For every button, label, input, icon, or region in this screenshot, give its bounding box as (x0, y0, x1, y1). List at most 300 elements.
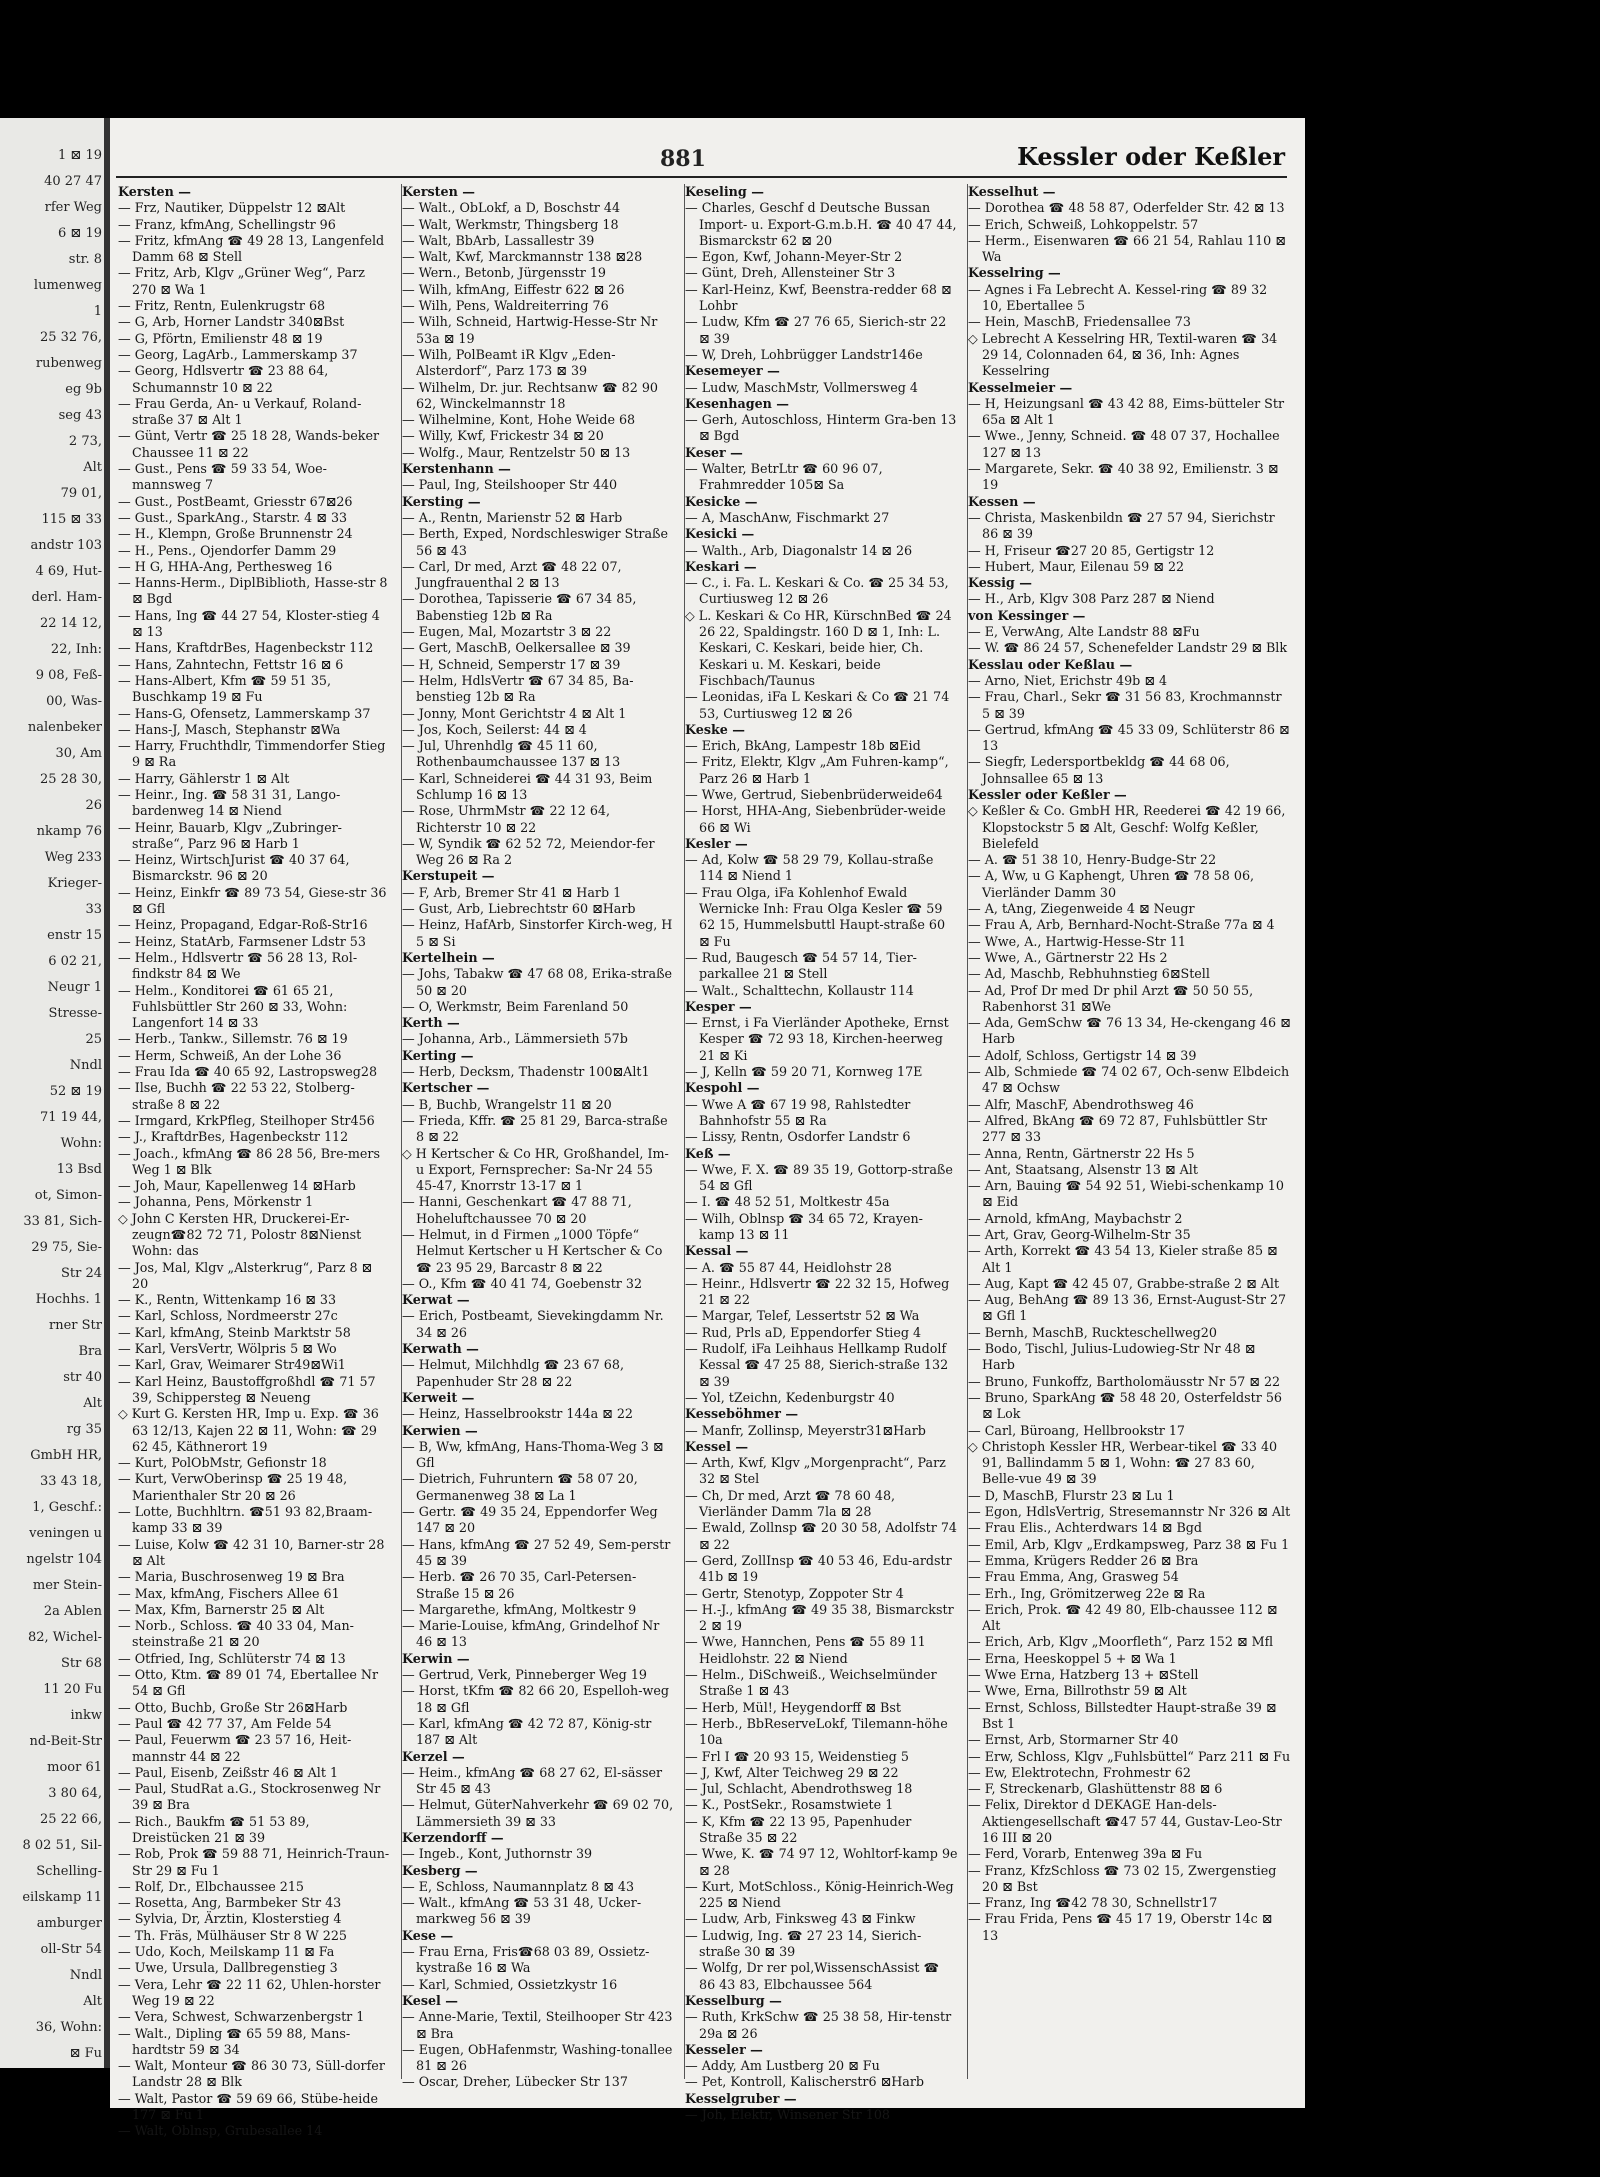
facing-page-text: GmbH HR, (30, 1448, 102, 1463)
surname-heading: Keske — (685, 721, 745, 737)
directory-entry: — G, Arb, Horner Landstr 340⊠Bst (118, 314, 345, 330)
directory-entry: — Ad, Maschb, Rebhuhnstieg 6⊠Stell (968, 966, 1210, 982)
facing-page-text: 25 (85, 1032, 102, 1047)
directory-entry: — Paul, StudRat a.G., Stockrosenweg Nr 39 ⊠ Bra (118, 1781, 381, 1813)
directory-entry: — Rose, UhrmMstr ☎ 22 12 64, Richterstr 10 ⊠ 22 (402, 803, 611, 835)
surname-heading: von Kessinger — (968, 607, 1086, 623)
facing-page-text: str 40 (63, 1370, 102, 1385)
directory-entry: — Frau Olga, iFa Kohlenhof Ewald Wernicke Inh: Frau Olga Kesler ☎ 59 62 15, Hummelsbuttl Haupt-straße 60 ⊠ Fu (685, 884, 946, 949)
directory-entry: — Walt, Kwf, Marckmannstr 138 ⊠28 (402, 249, 643, 265)
directory-entry: — W, Dreh, Lohbrügger Landstr146e (685, 346, 923, 362)
facing-page-text: Krieger- (47, 876, 102, 891)
directory-entry: — Ludw, Arb, Finksweg 43 ⊠ Finkw (685, 1911, 916, 1927)
directory-entry: — Ludw, MaschMstr, Vollmersweg 4 (685, 379, 918, 395)
directory-entry: — Fritz, kfmAng ☎ 49 28 13, Langenfeld Damm 68 ⊠ Stell (118, 232, 385, 265)
surname-heading: Kessen — (968, 493, 1036, 509)
directory-entry: — Heinz, HafArb, Sinstorfer Kirch-weg, H 5 ⊠ Si (402, 917, 673, 949)
directory-entry: — Karl, Grav, Weimarer Str49⊠Wi1 (118, 1357, 346, 1373)
facing-page-text: moor 61 (47, 1760, 102, 1775)
facing-page-text: 71 19 44, (39, 1110, 102, 1125)
directory-entry: — H., Arb, Klgv 308 Parz 287 ⊠ Niend (968, 591, 1215, 607)
directory-entry: — Arth, Korrekt ☎ 43 54 13, Kieler straße 85 ⊠ Alt 1 (968, 1243, 1278, 1275)
directory-entry: ◇ Christoph Kessler HR, Werbear-tikel ☎ 33 40 91, Ballindamm 5 ⊠ 1, Wohn: ☎ 27 83 60, Belle-vue 49 ⊠ 39 (968, 1438, 1278, 1487)
facing-page-text: 00, Was- (46, 694, 102, 709)
directory-entry: — Hanni, Geschenkart ☎ 47 88 71, Hoheluftchaussee 70 ⊠ 20 (402, 1194, 632, 1226)
directory-entry: — Helmut, in d Firmen „1000 Töpfe“ Helmut Kertscher u H Kertscher & Co ☎ 23 95 29, Barcastr 8 ⊠ 22 (402, 1227, 663, 1275)
directory-entry: — Art, Grav, Georg-Wilhelm-Str 35 (968, 1227, 1191, 1242)
facing-page-text: oll-Str 54 (40, 1942, 102, 1957)
directory-entry: — Wilhelm, Dr. jur. Rechtsanw ☎ 82 90 62, Winckelmannstr 18 (402, 379, 658, 411)
directory-entry: — Anna, Rentn, Gärtnerstr 22 Hs 5 (968, 1145, 1195, 1161)
facing-page-text: eg 9b (65, 382, 102, 397)
surname-heading: Keskari — (685, 558, 757, 574)
directory-entry: — B, Ww, kfmAng, Hans-Thoma-Weg 3 ⊠ Gfl (402, 1438, 664, 1471)
directory-entry: ◇ John C Kersten HR, Druckerei-Er-zeugn☎82 72 71, Polostr 8⊠Nienst Wohn: das (118, 1210, 362, 1259)
directory-entry: — Walt, Oblnsp, Grubesallee 14 (118, 2123, 323, 2139)
directory-entry: — J, Kwf, Alter Teichweg 29 ⊠ 22 (685, 1764, 899, 1780)
directory-entry: — Hans, Zahntechn, Fettstr 16 ⊠ 6 (118, 656, 344, 672)
surname-heading: Kesselburg — (685, 1992, 782, 2008)
directory-entry: — Vera, Schwest, Schwarzenbergstr 1 (118, 2009, 365, 2025)
facing-page-text: 8 02 51, Sil- (22, 1838, 102, 1853)
column-2 (401, 184, 677, 2090)
facing-page-text: andstr 103 (30, 538, 102, 553)
directory-entry: — Bruno, SparkAng ☎ 58 48 20, Osterfeldstr 56 ⊠ Lok (968, 1389, 1282, 1422)
column-1 (118, 184, 393, 2139)
facing-page-text: Schelling- (36, 1864, 102, 1879)
directory-entry: — Rolf, Dr., Elbchaussee 215 (118, 1878, 304, 1894)
directory-entry: — Otto, Buchb, Große Str 26⊠Harb (118, 1699, 348, 1715)
directory-entry: — Erw, Schloss, Klgv „Fuhlsbüttel“ Parz 211 ⊠ Fu (968, 1748, 1291, 1764)
directory-entry: — J, Kelln ☎ 59 20 71, Kornweg 17E (685, 1064, 923, 1080)
directory-entry: — Aug, Kapt ☎ 42 45 07, Grabbe-straße 2 ⊠ Alt (968, 1275, 1280, 1291)
facing-page-text: Weg 233 (44, 850, 102, 865)
facing-page-text: Alt (83, 460, 102, 475)
directory-entry: — H, Heizungsanl ☎ 43 42 88, Eims-bütteler Str 65a ⊠ Alt 1 (968, 395, 1285, 428)
facing-page-text: 79 01, (60, 486, 102, 501)
directory-entry: — Luise, Kolw ☎ 42 31 10, Barner-str 28 ⊠ Alt (118, 1536, 385, 1568)
directory-entry: — Dorothea, Tapisserie ☎ 67 34 85, Babenstieg 12b ⊠ Ra (402, 591, 637, 623)
directory-entry: — Wolfg, Dr rer pol,WissenschAssist ☎ 86 43 83, Elbchaussee 564 (685, 1960, 940, 1992)
directory-entry: — Franz, Ing ☎42 78 30, Schnellstr17 (968, 1895, 1218, 1911)
directory-entry: — Hans-G, Ofensetz, Lammerskamp 37 (118, 705, 371, 721)
directory-entry: — Walt, Werkmstr, Thingsberg 18 (402, 216, 619, 232)
directory-entry: — Jos, Mal, Klgv „Alsterkrug“, Parz 8 ⊠ 20 (118, 1259, 373, 1291)
directory-entry: — O, Werkmstr, Beim Farenland 50 (402, 998, 629, 1014)
directory-entry: — Gust., PostBeamt, Griesstr 67⊠26 (118, 493, 353, 509)
directory-entry: — Wilhelmine, Kont, Hohe Weide 68 (402, 412, 636, 428)
directory-entry: — Karl, kfmAng, Steinb Marktstr 58 (118, 1324, 351, 1340)
header-rule (116, 176, 1287, 178)
directory-entry: — H., Pens., Ojendorfer Damm 29 (118, 542, 337, 558)
directory-entry: — Wwe Erna, Hatzberg 13 + ⊠Stell (968, 1667, 1199, 1683)
directory-entry: — Herm, Schweiß, An der Lohe 36 (118, 1047, 342, 1063)
facing-page-text: 1 (93, 304, 102, 319)
surname-heading: Kertelhein — (402, 949, 495, 965)
directory-entry: — Walt, Monteur ☎ 86 30 73, Süll-dorfer Landstr 28 ⊠ Blk (118, 2058, 385, 2090)
directory-entry: — Eugen, ObHafenmstr, Washing-tonallee 81 ⊠ 26 (402, 2041, 673, 2074)
directory-entry: — Wwe A ☎ 67 19 98, Rahlstedter Bahnhofstr 55 ⊠ Ra (685, 1096, 911, 1128)
facing-page-text: ngelstr 104 (26, 1552, 102, 1567)
facing-page-text: amburger (36, 1916, 102, 1931)
directory-entry: — Helmut, GüterNahverkehr ☎ 69 02 70, Lämmersieth 39 ⊠ 33 (402, 1797, 674, 1829)
directory-entry: — Wilh, Pens, Waldreiterring 76 (402, 298, 609, 314)
directory-entry: — Gust., SparkAng., Starstr. 4 ⊠ 33 (118, 509, 348, 525)
facing-page-text: Bra (78, 1344, 102, 1359)
facing-page-text: Hochhs. 1 (35, 1292, 102, 1307)
facing-page-text: Alt (83, 1396, 102, 1411)
directory-entry: — K, Kfm ☎ 22 13 95, Papenhuder Straße 35 ⊠ 22 (685, 1813, 912, 1845)
directory-entry: — Gerd, ZollInsp ☎ 40 53 46, Edu-ardstr 41b ⊠ 19 (685, 1552, 952, 1585)
directory-entry: — Erich, Postbeamt, Sievekingdamm Nr. 34 ⊠ 26 (402, 1308, 664, 1340)
directory-entry: — Gust., Pens ☎ 59 33 54, Woe-mannsweg 7 (118, 461, 327, 493)
surname-heading: Keser — (685, 444, 743, 460)
directory-entry: — Leonidas, iFa L Keskari & Co ☎ 21 74 53, Curtiusweg 12 ⊠ 26 (685, 689, 950, 721)
directory-entry: — Karl, Schloss, Nordmeerstr 27c (118, 1308, 338, 1324)
directory-entry: — Ant, Staatsang, Alsenstr 13 ⊠ Alt (968, 1161, 1198, 1177)
directory-entry: — Ludwig, Ing. ☎ 27 23 14, Sierich-straße 30 ⊠ 39 (685, 1927, 922, 1960)
facing-page-text: 33 (85, 902, 102, 917)
directory-entry: — Ewald, Zollnsp ☎ 20 30 58, Adolfstr 74 ⊠ 22 (685, 1520, 957, 1552)
directory-entry: — Margarete, Sekr. ☎ 40 38 92, Emilienstr. 3 ⊠ 19 (968, 461, 1279, 493)
directory-entry: — Karl Heinz, Baustoffgroßhdl ☎ 71 57 39, Schippersteg ⊠ Neueng (118, 1373, 376, 1405)
directory-entry: — O., Kfm ☎ 40 41 74, Goebenstr 32 (402, 1275, 643, 1291)
directory-entry: — Walt., Dipling ☎ 65 59 88, Mans-hardtstr 59 ⊠ 34 (118, 2025, 351, 2057)
facing-page-text: Wohn: (60, 1136, 102, 1151)
directory-entry: — F, Arb, Bremer Str 41 ⊠ Harb 1 (402, 884, 622, 900)
directory-entry: — Frau Frida, Pens ☎ 45 17 19, Oberstr 14c ⊠ 13 (968, 1911, 1273, 1943)
facing-page-text: 1, Geschf.: (32, 1500, 102, 1515)
directory-entry: — Emil, Arb, Klgv „Erdkampsweg, Parz 38 ⊠ Fu 1 (968, 1536, 1290, 1552)
directory-entry: — Walt, BbArb, Lassallestr 39 (402, 232, 595, 248)
facing-page-text: nd-Beit-Str (29, 1734, 102, 1749)
directory-entry: — Arn, Bauing ☎ 54 92 51, Wiebi-schenkamp 10 ⊠ Eid (968, 1178, 1284, 1210)
directory-entry: — Jos, Koch, Seilerst: 44 ⊠ 4 (402, 721, 587, 737)
directory-entry: — Heim., kfmAng ☎ 68 27 62, El-sässer Str 45 ⊠ 43 (402, 1764, 663, 1797)
facing-page-text: seg 43 (58, 408, 102, 423)
directory-entry: — Frau, Charl., Sekr ☎ 31 56 83, Krochmannstr 5 ⊠ 39 (968, 689, 1282, 721)
directory-entry: — Walt., Schalttechn, Kollaustr 114 (685, 982, 914, 998)
directory-entry: — Helm., DiSchweiß., Weichselmünder Straße 1 ⊠ 43 (685, 1667, 937, 1699)
surname-heading: Kessal — (685, 1243, 749, 1259)
directory-entry: — Wwe, Hannchen, Pens ☎ 55 89 11 Heidlohstr. 22 ⊠ Niend (685, 1634, 926, 1666)
directory-entry: — Erich, Arb, Klgv „Moorfleth“, Parz 152 ⊠ Mfl (968, 1634, 1274, 1650)
directory-entry: — Frz, Nautiker, Düppelstr 12 ⊠Alt (118, 200, 346, 216)
directory-entry: — Agnes i Fa Lebrecht A. Kessel-ring ☎ 89 32 10, Ebertallee 5 (968, 281, 1268, 314)
directory-entry: — Willy, Kwf, Frickestr 34 ⊠ 20 (402, 428, 604, 444)
surname-heading: Kerstenhann — (402, 461, 511, 477)
surname-heading: Kespohl — (685, 1080, 760, 1096)
directory-entry: — Heinz, Einkfr ☎ 89 73 54, Giese-str 36 ⊠ Gfl (118, 884, 387, 917)
directory-entry: — Wwe., Jenny, Schneid. ☎ 48 07 37, Hochallee 127 ⊠ 13 (968, 428, 1280, 460)
page-number: 881 (660, 146, 706, 172)
directory-entry: — Ernst, Arb, Stormarner Str 40 (968, 1732, 1179, 1748)
directory-entry: — Heinz, Hasselbrookstr 144a ⊠ 22 (402, 1406, 633, 1422)
facing-page-text: 25 28 30, (39, 772, 102, 787)
facing-page-text: 2 73, (68, 434, 102, 449)
facing-page-text: 4 69, Hut- (35, 564, 102, 579)
facing-page-text: 11 20 Fu (43, 1682, 102, 1697)
directory-entry: — Franz, KfzSchloss ☎ 73 02 15, Zwergenstieg 20 ⊠ Bst (968, 1862, 1277, 1894)
facing-page-text: ⊠ Fu (69, 2046, 102, 2061)
directory-entry: — Horst, HHA-Ang, Siebenbrüder-weide 66 ⊠ Wi (685, 803, 946, 835)
surname-heading: Kerth — (402, 1015, 460, 1031)
directory-entry: — Gerh, Autoschloss, Hinterm Gra-ben 13 ⊠ Bgd (685, 412, 957, 444)
directory-entry: — Joach., kfmAng ☎ 86 28 56, Bre-mers Weg 1 ⊠ Blk (118, 1145, 380, 1177)
directory-entry: — Rosetta, Ang, Barmbeker Str 43 (118, 1895, 342, 1911)
facing-page-text: mer Stein- (32, 1578, 102, 1593)
directory-entry: — Helm., Hdlsvertr ☎ 56 28 13, Rol-findkstr 84 ⊠ We (118, 949, 358, 982)
surname-heading: Kesslau oder Keßlau — (968, 656, 1133, 672)
directory-entry: — Lissy, Rentn, Osdorfer Landstr 6 (685, 1129, 911, 1145)
facing-page-text: nkamp 76 (36, 824, 102, 839)
surname-heading: Kesselhut — (968, 184, 1056, 199)
surname-heading: Kesselgruber — (685, 2090, 797, 2106)
directory-entry: — A. ☎ 55 87 44, Heidlohstr 28 (685, 1259, 892, 1275)
facing-page-text: enstr 15 (47, 928, 102, 943)
directory-entry: — Eugen, Mal, Mozartstr 3 ⊠ 22 (402, 624, 612, 640)
surname-heading: Kerstupeit — (402, 868, 495, 884)
directory-entry: — K., Rentn, Wittenkamp 16 ⊠ 33 (118, 1292, 337, 1308)
surname-heading: Kessel — (685, 1438, 749, 1454)
directory-entry: — Paul ☎ 42 77 37, Am Felde 54 (118, 1715, 332, 1731)
directory-entry: — Karl, Schneiderei ☎ 44 31 93, Beim Schlump 16 ⊠ 13 (402, 770, 653, 802)
surname-heading: Kesel — (402, 1992, 458, 2008)
facing-page-text: lumenweg (33, 278, 102, 293)
directory-entry: — Dietrich, Fuhruntern ☎ 58 07 20, Germanenweg 38 ⊠ La 1 (402, 1471, 638, 1503)
surname-heading: Kerwath — (402, 1341, 479, 1357)
directory-entry: — Herb, Mül!, Heygendorff ⊠ Bst (685, 1699, 901, 1715)
surname-heading: Kesselmeier — (968, 379, 1073, 395)
facing-page-text: inkw (70, 1708, 102, 1723)
directory-entry: — F, Streckenarb, Glashüttenstr 88 ⊠ 6 (968, 1781, 1223, 1797)
directory-entry: — Erich, BkAng, Lampestr 18b ⊠Eid (685, 738, 921, 754)
facing-page-text: rg 35 (66, 1422, 102, 1437)
running-head: Kessler oder Keßler (1017, 142, 1285, 171)
directory-entry: — Hans-Albert, Kfm ☎ 59 51 35, Buschkamp 19 ⊠ Fu (118, 672, 332, 705)
directory-entry: — Ad, Kolw ☎ 58 29 79, Kollau-straße 114 ⊠ Niend 1 (685, 852, 934, 884)
directory-entry: — Th. Fräs, Mülhäuser Str 8 W 225 (118, 1927, 347, 1943)
facing-page-text: 25 22 66, (39, 1812, 102, 1827)
facing-page-text: 6 ⊠ 19 (58, 226, 102, 241)
directory-entry: — Ilse, Buchh ☎ 22 53 22, Stolberg-straße 8 ⊠ 22 (118, 1080, 355, 1112)
directory-entry: ◇ Kurt G. Kersten HR, Imp u. Exp. ☎ 36 63 12/13, Kajen 22 ⊠ 11, Wohn: ☎ 29 62 45, Käthnerort 19 (118, 1406, 379, 1454)
directory-entry: — Arnold, kfmAng, Maybachstr 2 (968, 1210, 1183, 1226)
directory-entry: — Heinr., Hdlsvertr ☎ 22 32 15, Hofweg 21 ⊠ 22 (685, 1275, 950, 1308)
directory-entry: — Joh, Maur, Kapellenweg 14 ⊠Harb (118, 1178, 356, 1194)
directory-entry: — H.-J., kfmAng ☎ 49 35 38, Bismarckstr 2 ⊠ 19 (685, 1601, 954, 1634)
directory-entry: — Wilh, Schneid, Hartwig-Hesse-Str Nr 53a ⊠ 19 (402, 314, 658, 346)
surname-heading: Kerwat — (402, 1292, 470, 1308)
facing-page-text: Str 24 (60, 1266, 102, 1281)
directory-entry: — Maria, Buschrosenweg 19 ⊠ Bra (118, 1569, 345, 1585)
directory-entry: — Aug, BehAng ☎ 89 13 36, Ernst-August-Str 27 ⊠ Gfl 1 (968, 1292, 1287, 1324)
directory-entry: — Ruth, KrkSchw ☎ 25 38 58, Hir-tenstr 29a ⊠ 26 (685, 2009, 952, 2041)
directory-entry: — Heinz, WirtschJurist ☎ 40 37 64, Bismarckstr. 96 ⊠ 20 (118, 852, 350, 884)
directory-entry: — Margar, Telef, Lessertstr 52 ⊠ Wa (685, 1308, 920, 1324)
directory-entry: — Manfr, Zollinsp, Meyerstr31⊠Harb (685, 1422, 926, 1438)
column-3 (684, 184, 960, 2123)
directory-entry: — A, tAng, Ziegenweide 4 ⊠ Neugr (968, 901, 1195, 917)
directory-entry: — Frau Emma, Ang, Grasweg 54 (968, 1569, 1179, 1585)
facing-page-text: 33 43 18, (39, 1474, 102, 1489)
directory-entry: ◇ L. Keskari & Co HR, KürschnBed ☎ 24 26 22, Spaldingstr. 160 D ⊠ 1, Inh: L. Keskari, C. Keskari, beide hier, Ch. Keskari u. M. Keskari, beide Fischbach/Taunus (685, 607, 952, 688)
directory-entry: — Alfred, BkAng ☎ 69 72 87, Fuhlsbüttler Str 277 ⊠ 33 (968, 1112, 1268, 1145)
facing-page-text: str. 8 (68, 252, 102, 267)
directory-entry: — Günt, Vertr ☎ 25 18 28, Wands-beker Chaussee 11 ⊠ 22 (118, 428, 380, 460)
directory-entry: — E, Schloss, Naumannplatz 8 ⊠ 43 (402, 1878, 635, 1894)
directory-entry: — Gertr. ☎ 49 35 24, Eppendorfer Weg 147 ⊠ 20 (402, 1504, 658, 1536)
directory-entry: — Wilh, Oblnsp ☎ 34 65 72, Krayen-kamp 13 ⊠ 11 (685, 1210, 923, 1242)
directory-entry: — Rud, Baugesch ☎ 54 57 14, Tier-parkallee 21 ⊠ Stell (685, 949, 917, 982)
facing-page-text: Str 68 (60, 1656, 102, 1671)
surname-heading: Kese — (402, 1927, 454, 1943)
directory-entry: — K., PostSekr., Rosamstwiete 1 (685, 1797, 894, 1813)
directory-entry: — Ew, Elektrotechn, Frohmestr 62 (968, 1764, 1191, 1780)
directory-entry: — Oscar, Dreher, Lübecker Str 137 (402, 2074, 628, 2090)
directory-entry: — W, Syndik ☎ 62 52 72, Meiendor-fer Weg 26 ⊠ Ra 2 (402, 835, 655, 868)
directory-entry: — Johanna, Pens, Mörkenstr 1 (118, 1194, 314, 1210)
directory-entry: — Wwe, Gertrud, Siebenbrüderweide64 (685, 786, 943, 802)
directory-entry: — Kurt, PolObMstr, Gefionstr 18 (118, 1455, 327, 1471)
surname-heading: Kerweit — (402, 1389, 475, 1405)
directory-entry: — Fritz, Elektr, Klgv „Am Fuhren-kamp“, Parz 26 ⊠ Harb 1 (685, 754, 949, 786)
directory-entry: — Wwe, A., Hartwig-Hesse-Str 11 (968, 933, 1186, 949)
surname-heading: Kesicki — (685, 526, 755, 542)
directory-entry: — Ad, Prof Dr med Dr phil Arzt ☎ 50 50 55, Rabenhorst 31 ⊠We (968, 982, 1254, 1014)
directory-entry: — Erich, Prok. ☎ 42 49 80, Elb-chaussee 112 ⊠ Alt (968, 1601, 1278, 1634)
directory-entry: — Frau A, Arb, Bernhard-Nocht-Straße 77a ⊠ 4 (968, 917, 1275, 933)
directory-entry: — Frau Elis., Achterdwars 14 ⊠ Bgd (968, 1520, 1203, 1536)
directory-entry: — Ferd, Vorarb, Entenweg 39a ⊠ Fu (968, 1846, 1203, 1862)
directory-entry: — Carl, Dr med, Arzt ☎ 48 22 07, Jungfrauenthal 2 ⊠ 13 (402, 558, 622, 591)
surname-heading: Kerting — (402, 1047, 474, 1063)
directory-entry: — Ludw, Kfm ☎ 27 76 65, Sierich-str 22 ⊠ 39 (685, 314, 947, 346)
directory-entry: — A, Ww, u G Kaphengt, Uhren ☎ 78 58 06, Vierländer Damm 30 (968, 868, 1255, 900)
directory-entry: — Frl I ☎ 20 93 15, Weidenstieg 5 (685, 1748, 909, 1764)
directory-entry: — Hans, kfmAng ☎ 27 52 49, Sem-perstr 45 ⊠ 39 (402, 1536, 671, 1568)
directory-entry: — Wolfg., Maur, Rentzelstr 50 ⊠ 13 (402, 444, 631, 460)
facing-page-text: 30, Am (55, 746, 102, 761)
directory-entry: — Arth, Kwf, Klgv „Morgenpracht“, Parz 32 ⊠ Stel (685, 1455, 946, 1487)
facing-page-text: 25 32 76, (39, 330, 102, 345)
directory-entry: — J., KraftdrBes, Hagenbeckstr 112 (118, 1129, 349, 1145)
facing-page-text: Nndl (69, 1968, 102, 1983)
directory-entry: — Paul, Ing, Steilshooper Str 440 (402, 477, 618, 493)
directory-entry: — Harry, Gählerstr 1 ⊠ Alt (118, 770, 290, 786)
directory-entry: — Karl, kfmAng ☎ 42 72 87, König-str 187 ⊠ Alt (402, 1715, 652, 1748)
directory-entry: — Gert, MaschB, Oelkersallee ⊠ 39 (402, 640, 631, 656)
directory-entry: — Jul, Schlacht, Abendrothsweg 18 (685, 1781, 913, 1797)
facing-page-text: 13 Bsd (56, 1162, 102, 1177)
directory-entry: — Johanna, Arb., Lämmersieth 57b (402, 1031, 628, 1047)
surname-heading: Kesenhagen — (685, 395, 789, 411)
directory-entry: — E, VerwAng, Alte Landstr 88 ⊠Fu (968, 624, 1200, 640)
directory-entry: — Dorothea ☎ 48 58 87, Oderfelder Str. 42 ⊠ 13 (968, 200, 1285, 216)
directory-entry: — Sylvia, Dr, Ärztin, Klosterstieg 4 (118, 1911, 342, 1927)
facing-page-text: 3 80 64, (48, 1786, 102, 1801)
directory-entry: — Kurt, VerwOberinsp ☎ 25 19 48, Marienthaler Str 20 ⊠ 26 (118, 1471, 348, 1503)
directory-entry: — Egon, Kwf, Johann-Meyer-Str 2 (685, 249, 903, 265)
directory-entry: — Herb, Decksm, Thadenstr 100⊠Alt1 (402, 1064, 650, 1080)
directory-entry: — Uwe, Ursula, Dallbregenstieg 3 (118, 1960, 338, 1976)
directory-entry: — Wern., Betonb, Jürgensstr 19 (402, 265, 606, 281)
facing-page-text: rubenweg (35, 356, 102, 371)
directory-entry: — Ch, Dr med, Arzt ☎ 78 60 48, Vierländer Damm 7la ⊠ 28 (685, 1487, 896, 1520)
directory-entry: — Harry, Fruchthdlr, Timmendorfer Stieg 9 ⊠ Ra (118, 738, 386, 770)
directory-entry: — Yol, tZeichn, Kedenburgstr 40 (685, 1389, 895, 1405)
directory-entry: — Margarethe, kfmAng, Moltkestr 9 (402, 1601, 637, 1617)
facing-page-text: 22 14 12, (39, 616, 102, 631)
directory-entry: — Paul, Feuerwm ☎ 23 57 16, Heit-mannstr 44 ⊠ 22 (118, 1732, 352, 1764)
directory-entry: — Frau Erna, Fris☎68 03 89, Ossietz-kystraße 16 ⊠ Wa (402, 1944, 650, 1976)
directory-entry: — Max, Kfm, Barnerstr 25 ⊠ Alt (118, 1601, 325, 1617)
directory-entry: — Carl, Büroang, Hellbrookstr 17 (968, 1422, 1185, 1438)
directory-entry: — Fritz, Arb, Klgv „Grüner Weg“, Parz 270 ⊠ Wa 1 (118, 265, 365, 297)
directory-entry: ◇ Keßler & Co. GmbH HR, Reederei ☎ 42 19 66, Klopstockstr 5 ⊠ Alt, Geschf: Wolfg Keßler, Bielefeld (968, 803, 1286, 851)
directory-entry: — Fritz, Rentn, Eulenkrugstr 68 (118, 298, 326, 314)
directory-entry: — A. ☎ 51 38 10, Henry-Budge-Str 22 (968, 852, 1217, 868)
directory-entry: — Erh., Ing, Grömitzerweg 22e ⊠ Ra (968, 1585, 1206, 1601)
directory-entry: — W. ☎ 86 24 57, Schenefelder Landstr 29 ⊠ Blk (968, 640, 1288, 656)
surname-heading: Kesselring — (968, 265, 1061, 281)
directory-entry: — Irmgard, KrkPfleg, Steilhoper Str456 (118, 1112, 375, 1128)
facing-page-text: Alt (83, 1994, 102, 2009)
directory-entry: — Max, kfmAng, Fischers Allee 61 (118, 1585, 340, 1601)
directory-entry: — Norb., Schloss. ☎ 40 33 04, Man-steinstraße 21 ⊠ 20 (118, 1618, 354, 1650)
directory-entry: — Heinr, Bauarb, Klgv „Zubringer-straße“, Parz 96 ⊠ Harb 1 (118, 819, 342, 851)
directory-page (110, 118, 1305, 2139)
directory-entry: — Johs, Tabakw ☎ 47 68 08, Erika-straße 50 ⊠ 20 (402, 966, 673, 998)
surname-heading: Keß — (685, 1145, 731, 1161)
column-4 (967, 184, 1293, 2079)
facing-page-text: 2a Ablen (43, 1604, 102, 1619)
directory-entry: — Joh, Elektr, Winsener Str 108 (685, 2107, 890, 2123)
directory-entry: — Herm., Eisenwaren ☎ 66 21 54, Rahlau 110 ⊠ Wa (968, 232, 1286, 265)
directory-entry: — H, Friseur ☎27 20 85, Gertigstr 12 (968, 542, 1215, 558)
directory-entry: — Georg, Hdlsvertr ☎ 23 88 64, Schumannstr 10 ⊠ 22 (118, 363, 329, 395)
facing-page-text: ot, Simon- (34, 1188, 102, 1203)
directory-entry: — Walth., Arb, Diagonalstr 14 ⊠ 26 (685, 542, 913, 558)
directory-entry: — Paul, Eisenb, Zeißstr 46 ⊠ Alt 1 (118, 1764, 339, 1780)
directory-entry: — Herb., BbReserveLokf, Tilemann-höhe 10a (685, 1715, 948, 1748)
directory-entry: — Anne-Marie, Textil, Steilhooper Str 423 ⊠ Bra (402, 2009, 673, 2041)
directory-entry: — Hein, MaschB, Friedensallee 73 (968, 314, 1191, 330)
directory-entry: — Rich., Baukfm ☎ 51 53 89, Dreistücken 21 ⊠ 39 (118, 1813, 310, 1845)
directory-entry: — Wilh, PolBeamt iR Klgv „Eden-Alsterdorf“, Parz 173 ⊠ 39 (402, 346, 616, 379)
directory-entry: — Marie-Louise, kfmAng, Grindelhof Nr 46 ⊠ 13 (402, 1618, 660, 1650)
directory-entry: — Erna, Heeskoppel 5 + ⊠ Wa 1 (968, 1650, 1177, 1666)
directory-entry: — Herb., Tankw., Sillemstr. 76 ⊠ 19 (118, 1031, 348, 1047)
facing-page-text: derl. Ham- (31, 590, 102, 605)
directory-entry: — Rud, Prls aD, Eppendorfer Stieg 4 (685, 1324, 922, 1340)
facing-page-text: Nndl (69, 1058, 102, 1073)
surname-heading: Kerzendorff — (402, 1829, 504, 1845)
surname-heading: Kertscher — (402, 1080, 490, 1096)
surname-heading: Kerzel — (402, 1748, 465, 1764)
directory-entry: — Rob, Prok ☎ 59 88 71, Heinrich-Traun-Str 29 ⊠ Fu 1 (118, 1846, 390, 1878)
directory-entry: — Hans-J, Masch, Stephanstr ⊠Wa (118, 721, 341, 737)
directory-entry: — Otto, Ktm. ☎ 89 01 74, Ebertallee Nr 54 ⊠ Gfl (118, 1667, 379, 1699)
directory-entry: — I. ☎ 48 52 51, Moltkestr 45a (685, 1194, 890, 1210)
directory-entry: — Karl, VersVertr, Wölpris 5 ⊠ Wo (118, 1341, 337, 1357)
directory-entry: — Jul, Uhrenhdlg ☎ 45 11 60, Rothenbaumchaussee 137 ⊠ 13 (402, 738, 621, 770)
surname-heading: Kesler — (685, 835, 748, 851)
directory-entry: — Ernst, Schloss, Billstedter Haupt-straße 39 ⊠ Bst 1 (968, 1699, 1277, 1731)
surname-heading: Kesseler — (685, 2041, 763, 2057)
facing-page-text: eilskamp 11 (22, 1890, 102, 1905)
facing-page-text: 40 27 47 (44, 174, 102, 189)
